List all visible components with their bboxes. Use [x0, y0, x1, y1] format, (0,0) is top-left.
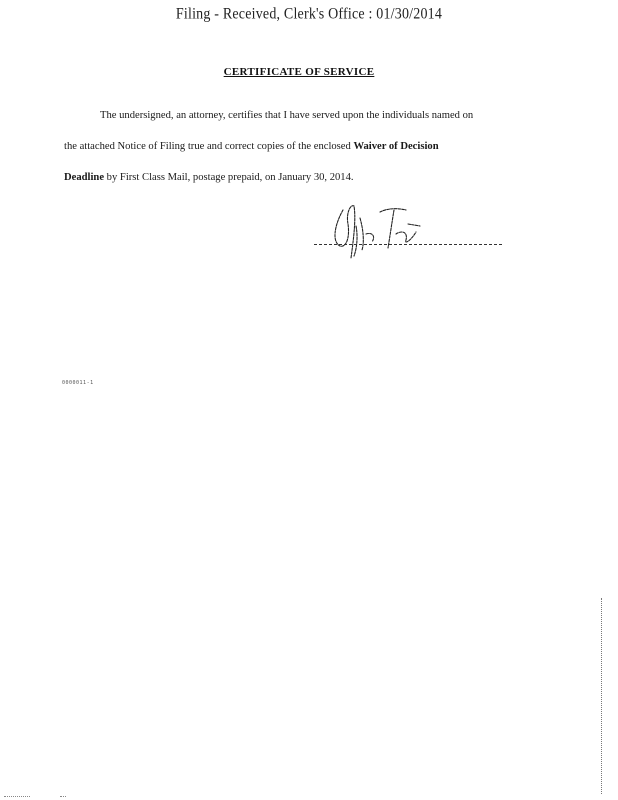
body-line-1 — [64, 100, 544, 131]
scan-edge-artifact — [601, 598, 604, 794]
body-line-3 — [64, 162, 544, 193]
signature-block — [310, 196, 510, 266]
body-line-2-text: the attached Notice of Filing true and correct copies of the enclosed — [64, 141, 354, 152]
scan-corner-mark — [60, 796, 66, 797]
body-line-2 — [64, 131, 544, 162]
certificate-title: CERTIFICATE OF SERVICE — [223, 66, 375, 78]
filing-stamp-text: Filing - Received, Clerk's Office : 01/30/2014 — [175, 6, 443, 24]
document-name-part-2: Deadline — [64, 172, 105, 183]
clerk-filing-stamp — [0, 6, 618, 24]
certificate-body — [64, 100, 544, 193]
body-line-3-text: by First Class Mail, postage prepaid, on January 30, 2014. — [104, 172, 354, 183]
scan-corner-mark — [4, 796, 30, 797]
document-name-part-1: Waiver of Decision — [353, 141, 439, 152]
handwritten-signature — [310, 196, 510, 266]
document-code: 0000011-1 — [62, 380, 94, 386]
body-line-1-text: The undersigned, an attorney, certifies that I have served upon the individuals named on — [100, 110, 474, 121]
signature-line — [314, 244, 502, 245]
